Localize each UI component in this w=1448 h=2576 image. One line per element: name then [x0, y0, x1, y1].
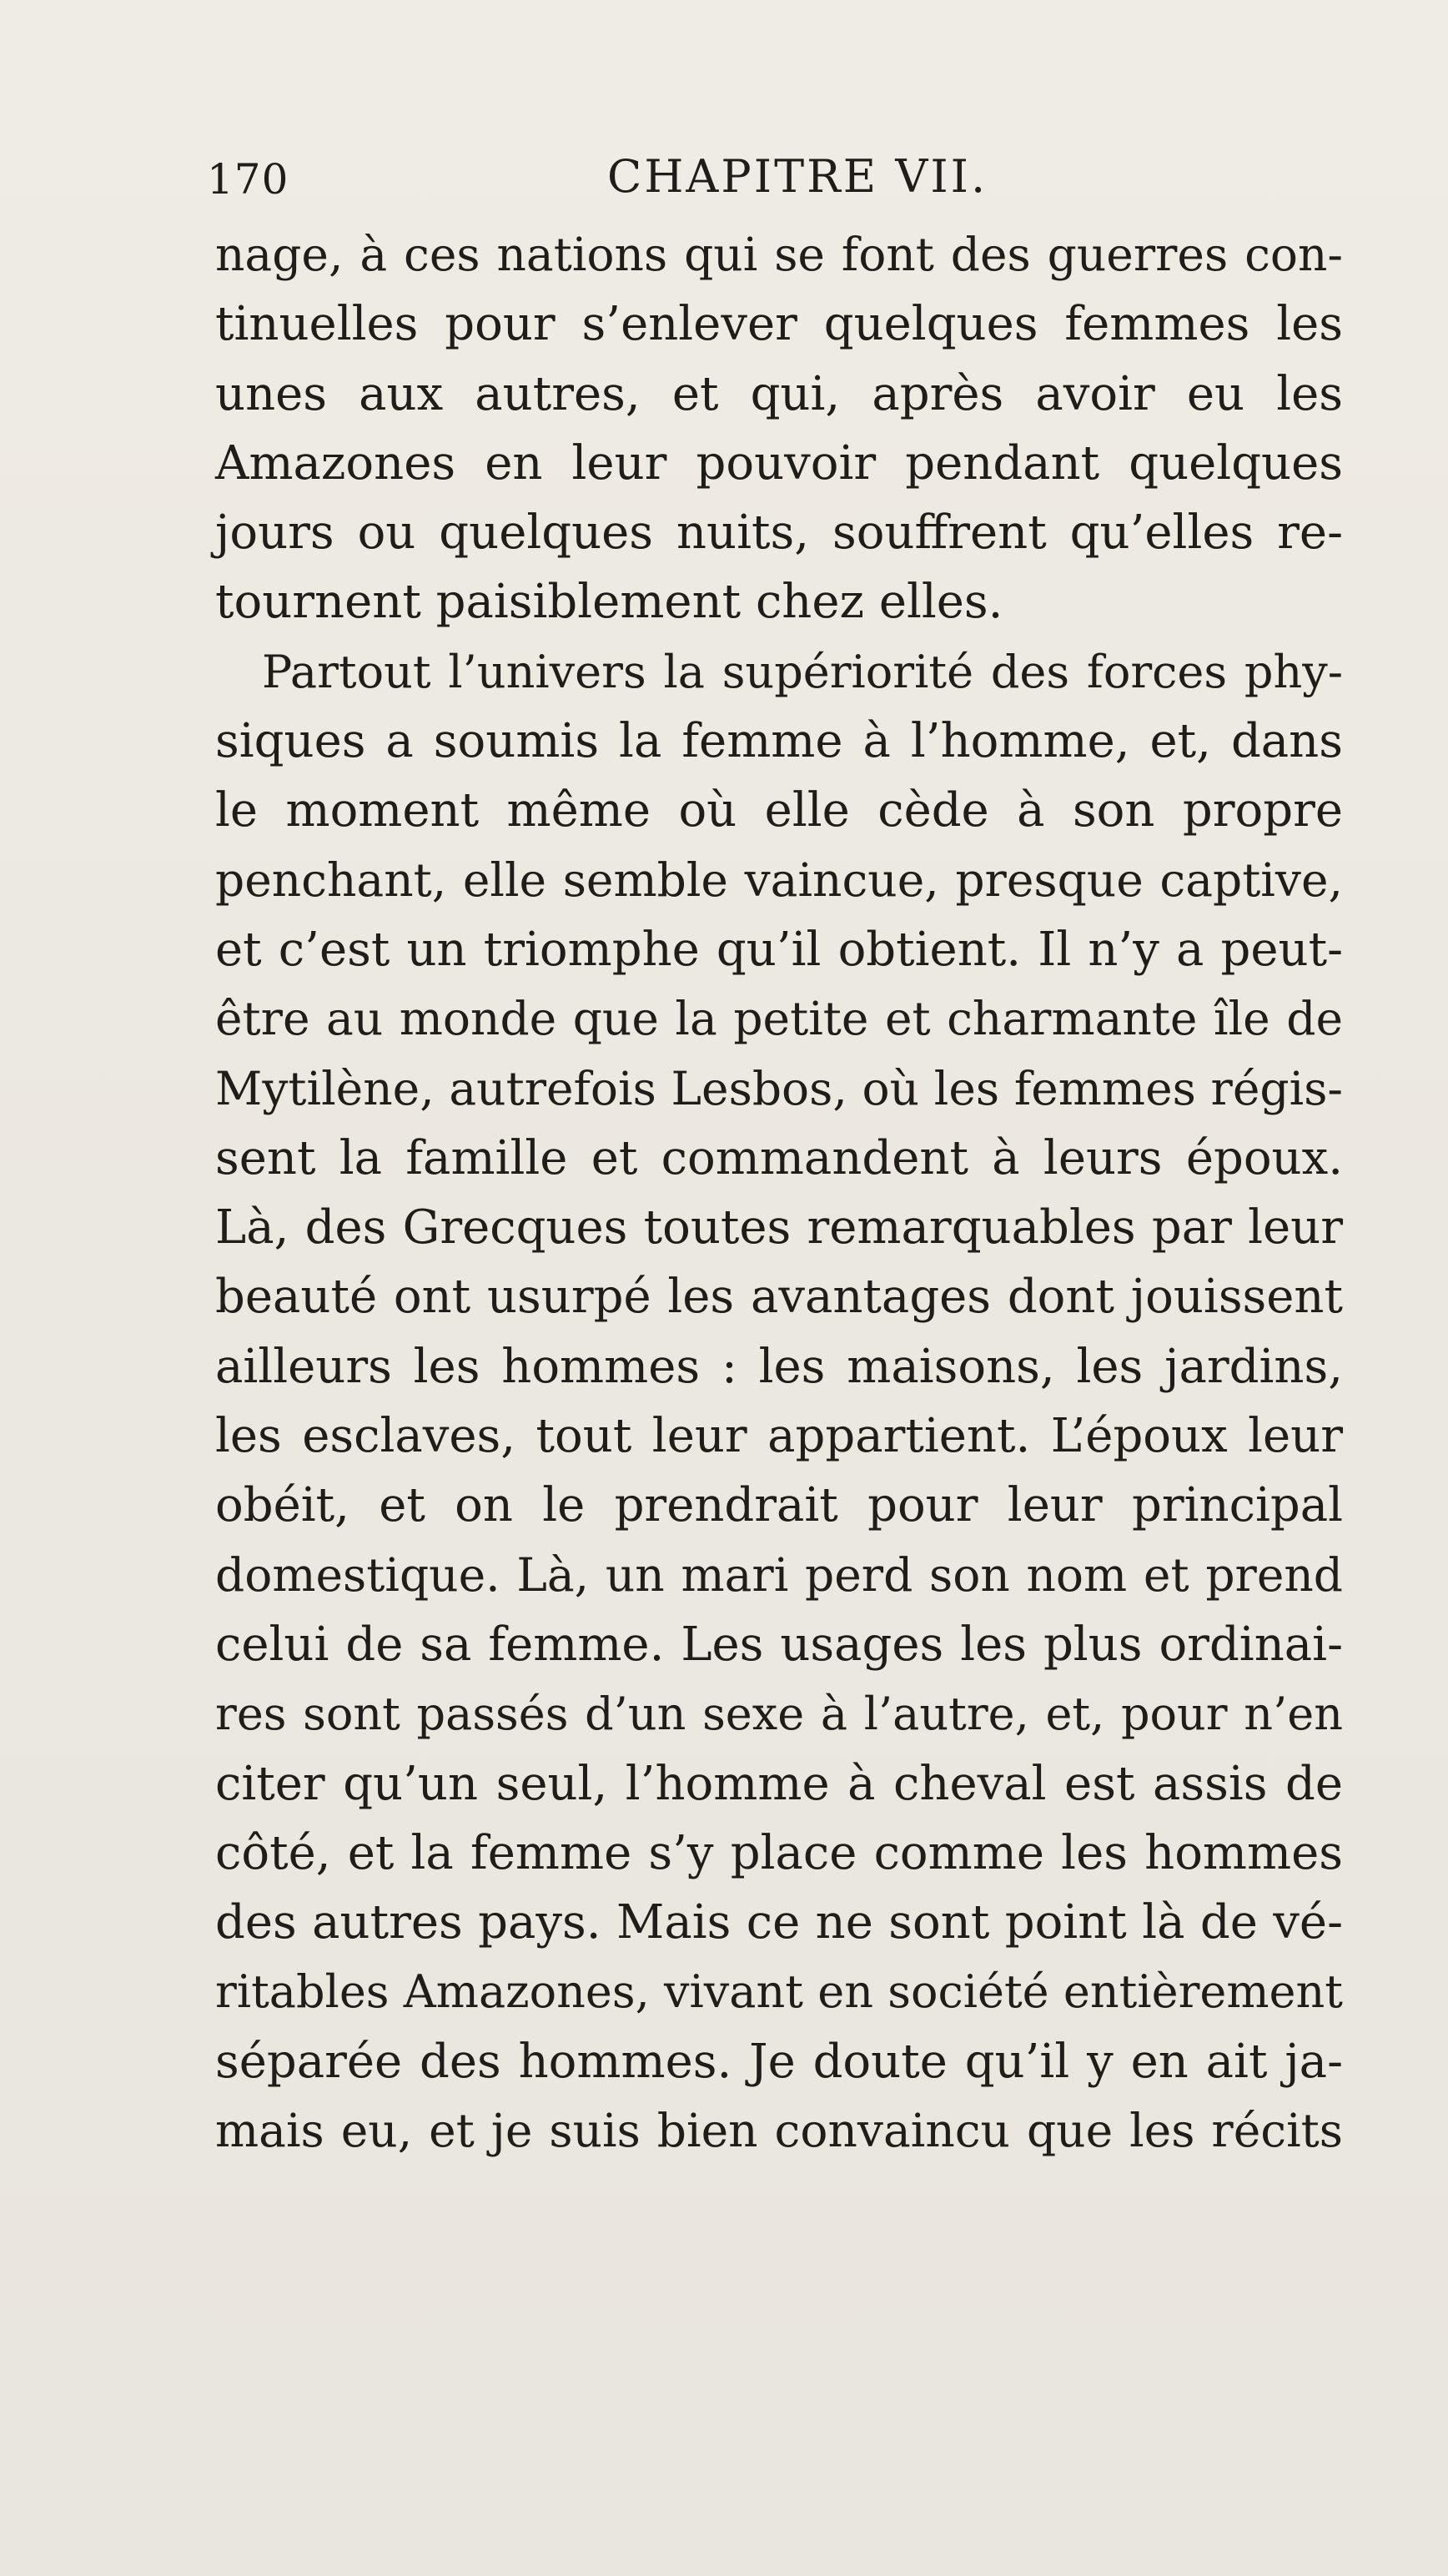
text-line: ritables Amazones, vivant en société entièrement [215, 1965, 1343, 2019]
text-line: res sont passés d’un sexe à l’autre, et, pour n’en [215, 1688, 1343, 1741]
text-line: ailleurs les hommes : les maisons, les jardins, [215, 1339, 1343, 1394]
text-line: obéit, et on le prendrait pour leur principal [215, 1478, 1343, 1533]
text-line: celui de sa femme. Les usages les plus ordinai- [215, 1617, 1343, 1672]
text-line: les esclaves, tout leur appartient. L’époux leur [215, 1409, 1343, 1464]
text-line: le moment même où elle cède à son propre [215, 783, 1343, 838]
text-line: séparée des hommes. Je doute qu’il y en ait ja- [215, 2034, 1343, 2089]
text-line: et c’est un triomphe qu’il obtient. Il n’y a peut- [215, 922, 1343, 977]
text-line: siques a soumis la femme à l’homme, et, dans [215, 714, 1343, 769]
text-line: beauté ont usurpé les avantages dont jouissent [215, 1270, 1343, 1325]
page-header [207, 150, 1341, 217]
paragraph-start-line: Partout l’univers la supériorité des forces phy- [262, 645, 1343, 698]
text-line: tinuelles pour s’enlever quelques femmes les [215, 297, 1343, 352]
text-line: nage, à ces nations qui se font des guerres con- [215, 228, 1343, 281]
body-text [215, 220, 1343, 2166]
page-number: 170 [207, 155, 289, 204]
text-line: côté, et la femme s’y place comme les hommes [215, 1825, 1343, 1880]
text-line: sent la famille et commandent à leurs époux. [215, 1130, 1343, 1185]
paragraph-end-line: tournent paisiblement chez elles. [215, 575, 1003, 630]
text-line: être au monde que la petite et charmante île de [215, 992, 1343, 1046]
running-title: CHAPITRE VII. [607, 150, 988, 203]
text-line: unes aux autres, et qui, après avoir eu les [215, 366, 1343, 421]
text-line: Mytilène, autrefois Lesbos, où les femmes régis- [215, 1061, 1343, 1115]
text-line: mais eu, et je suis bien convaincu que les récits [215, 2104, 1343, 2158]
text-line: des autres pays. Mais ce ne sont point là de vé- [215, 1895, 1343, 1950]
text-line: jours ou quelques nuits, souffrent qu’elles re- [215, 506, 1343, 561]
text-line: Là, des Grecques toutes remarquables par leur [215, 1200, 1343, 1255]
text-line: Amazones en leur pouvoir pendant quelques [215, 435, 1343, 491]
text-line: domestique. Là, un mari perd son nom et prend [215, 1547, 1343, 1602]
text-line: penchant, elle semble vaincue, presque captive, [215, 853, 1343, 907]
text-line: citer qu’un seul, l’homme à cheval est assis de [215, 1756, 1343, 1811]
